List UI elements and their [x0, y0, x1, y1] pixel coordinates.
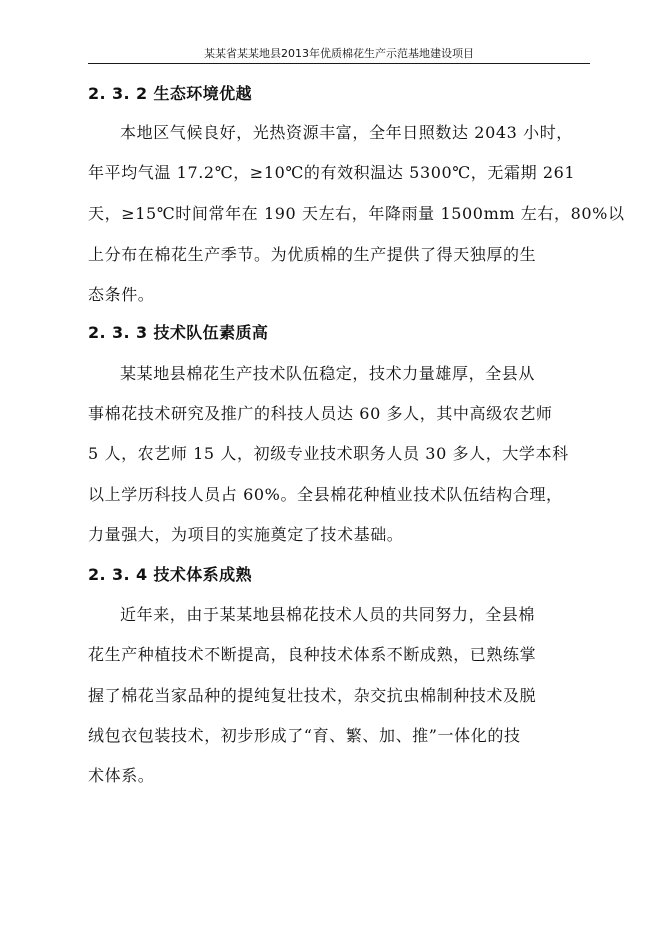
- paragraph-line: 力量强大，为项目的实施奠定了技术基础。: [88, 525, 404, 544]
- paragraph-line: 态条件。: [88, 285, 155, 304]
- paragraph-line: 以上学历科技人员占 60%。全县棉花种植业技术队伍结构合理，: [88, 485, 563, 504]
- paragraph-line: 天，≥15℃时间常年在 190 天左右，年降雨量 1500mm 左右，80%以: [88, 204, 625, 223]
- paragraph-line: 近年来，由于某某地县棉花技术人员的共同努力，全县棉: [120, 605, 536, 624]
- paragraph-line: 花生产种植技术不断提高，良种技术体系不断成熟，已熟练掌: [88, 645, 537, 664]
- section-heading: 2. 3. 2 生态环境优越: [88, 84, 252, 103]
- page-header: 某某省某某地县2013年优质棉花生产示范基地建设项目: [88, 45, 590, 64]
- paragraph-line: 5 人，农艺师 15 人，初级专业技术职务人员 30 多人，大学本科: [88, 444, 569, 463]
- paragraph-line: 年平均气温 17.2℃，≥10℃的有效积温达 5300℃，无霜期 261: [88, 163, 576, 182]
- section-heading: 2. 3. 4 技术体系成熟: [88, 565, 252, 584]
- paragraph-line: 某某地县棉花生产技术队伍稳定，技术力量雄厚，全县从: [120, 364, 536, 383]
- paragraph-line: 术体系。: [88, 766, 155, 785]
- paragraph-line: 事棉花技术研究及推广的科技人员达 60 多人，其中高级农艺师: [88, 404, 553, 423]
- paragraph-line: 本地区气候良好，光热资源丰富，全年日照数达 2043 小时，: [120, 123, 573, 142]
- paragraph-line: 握了棉花当家品种的提纯复壮技术，杂交抗虫棉制种技术及脱: [88, 686, 537, 705]
- paragraph-line: 绒包衣包装技术，初步形成了“育、繁、加、推”一体化的技: [88, 726, 521, 745]
- section-heading: 2. 3. 3 技术队伍素质高: [88, 323, 269, 342]
- paragraph-line: 上分布在棉花生产季节。为优质棉的生产提供了得天独厚的生: [88, 245, 537, 264]
